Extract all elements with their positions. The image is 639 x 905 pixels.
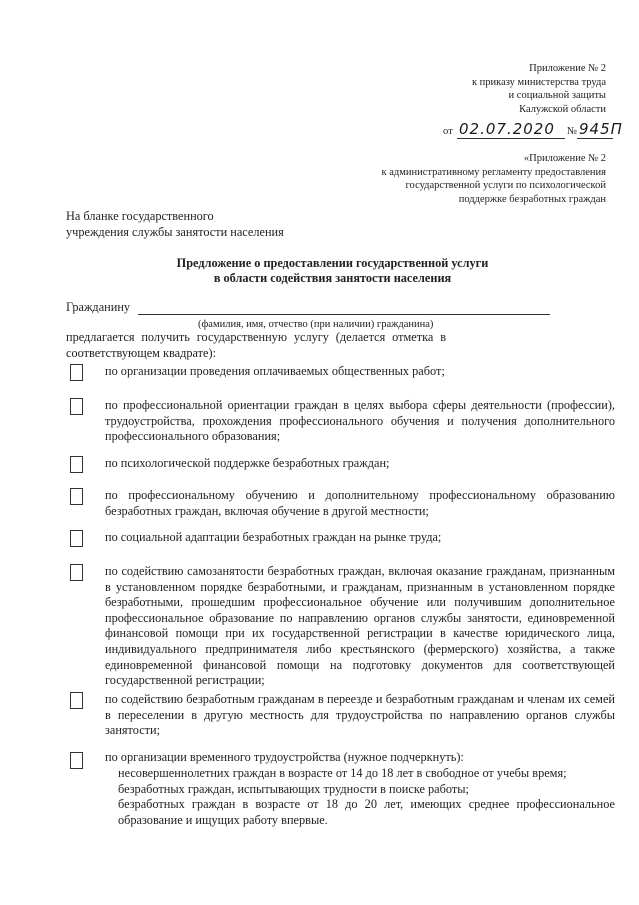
document-title: [100, 256, 565, 286]
item-checkbox[interactable]: [70, 692, 83, 709]
citizen-name-field[interactable]: [138, 314, 550, 315]
temp-option[interactable]: несовершеннолетних граждан в возрасте от 14 до 18 лет в свободное от учебы время;: [118, 766, 567, 780]
appendix-line: Приложение № 2: [529, 63, 606, 74]
regulation-line: поддержке безработных граждан: [458, 193, 606, 205]
citizen-label: Гражданину: [66, 300, 131, 314]
service-item: по профессиональной ориентации граждан в целях выбора сферы деятельности (профессии), трудоустройства, прохождения профессионального обучения и получения дополнительного профессионального образования;: [105, 398, 615, 444]
citizen-hint: (фамилия, имя, отчество (при наличии) гражданина): [198, 319, 434, 330]
service-item: по психологической поддержке безработных граждан;: [105, 456, 390, 470]
service-item: по социальной адаптации безработных граждан на рынке труда;: [105, 530, 442, 544]
item-checkbox[interactable]: [70, 398, 83, 415]
item-checkbox[interactable]: [70, 564, 83, 581]
order-number-handwritten: 945П: [579, 120, 623, 138]
order-line: [443, 120, 623, 142]
order-prefix: от: [443, 126, 453, 137]
item-checkbox[interactable]: [70, 752, 83, 769]
order-no-underline: [577, 138, 613, 139]
item-checkbox[interactable]: [70, 456, 83, 473]
regulation-line: «Приложение № 2: [523, 153, 606, 164]
regulation-line: к административному регламенту предоставления: [381, 166, 606, 178]
temp-option[interactable]: безработных граждан в возрасте от 18 до 20 лет, имеющих среднее профессиональное образование и ищущих работу впервые.: [118, 797, 615, 827]
service-item: по профессиональному обучению и дополнительному профессиональному образованию безработных граждан, включая обучение в другой местности;: [105, 488, 615, 518]
title-line: в области содействия занятости населения: [213, 271, 452, 285]
temp-option[interactable]: безработных граждан, испытывающих трудности в поиске работы;: [118, 781, 469, 796]
regulation-line: государственной услуги по психологической: [405, 180, 606, 191]
appendix-line: и социальной защиты: [508, 90, 606, 101]
service-item: по содействию самозанятости безработных граждан, включая оказание гражданам, признанным в установленном порядке безработными, и гражданам, признанным в установленном порядке безработными, прошедшим профессиональное обучение или получившим дополнительное профессиональное образование по направлению органов службы занятости, единовременной финансовой помощи при их государственной регистрации в качестве юридического лица, индивидуального предпринимателя либо крестьянского (фермерского) хозяйства, а также единовременной финансовой помощи на подготовку документов для соответствующей государственной регистрации;: [105, 564, 615, 688]
temp-options: [118, 766, 615, 828]
service-item: по организации проведения оплачиваемых общественных работ;: [105, 364, 445, 378]
intro-text: предлагается получить государственную услугу (делается отметка в соответствующем квадрате):: [66, 330, 446, 360]
appendix-header: [346, 62, 606, 116]
institution-blank: [66, 208, 284, 240]
item-checkbox[interactable]: [70, 488, 83, 505]
order-date-underline: [457, 138, 565, 139]
blank-line: На бланке государственного: [66, 209, 214, 223]
order-date-handwritten: 02.07.2020: [459, 120, 555, 138]
regulation-appendix: [306, 152, 606, 206]
item-checkbox[interactable]: [70, 530, 83, 547]
service-item: по содействию безработным гражданам в переезде и безработным гражданам и членам их семей в переселении в другую местность для трудоустройства по направлению органов службы занятости;: [105, 692, 615, 738]
appendix-line: Калужской области: [519, 103, 606, 115]
service-item: по организации временного трудоустройства (нужное подчеркнуть):: [105, 750, 464, 764]
item-checkbox[interactable]: [70, 364, 83, 381]
title-line: Предложение о предоставлении государственной услуги: [176, 256, 489, 270]
appendix-line: к приказу министерства труда: [471, 76, 606, 88]
blank-line: учреждения службы занятости населения: [66, 225, 284, 239]
order-no-label: №: [567, 126, 578, 137]
